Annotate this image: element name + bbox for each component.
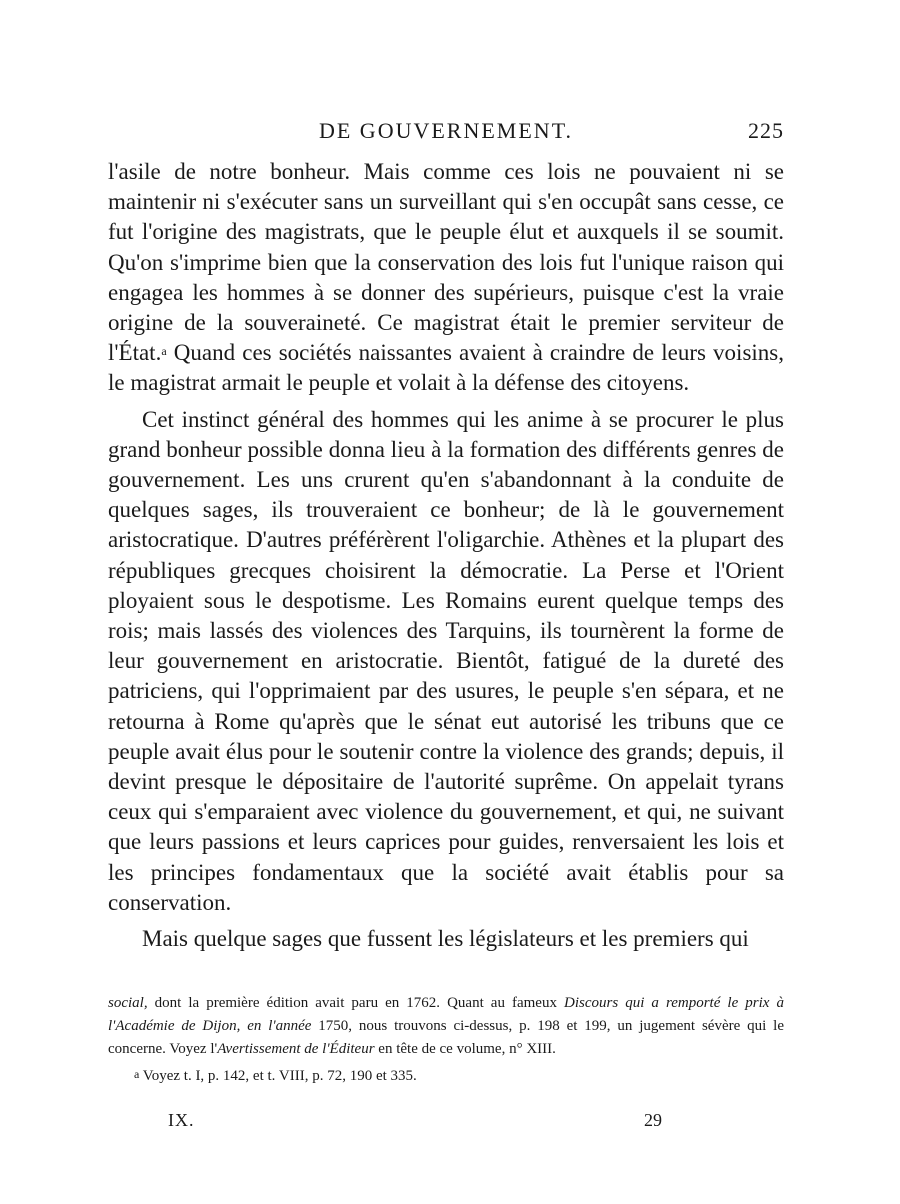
footnotes (108, 992, 784, 1088)
paragraph-1 (108, 157, 784, 399)
printer-signature (108, 1110, 784, 1138)
paragraph-3: Mais quelque sages que fussent les législateurs et les premiers qui (142, 926, 749, 952)
footnote-italic-1: social, (108, 995, 148, 1011)
footnote-a-text: Voyez t. I, p. 142, et t. VIII, p. 72, 190 et 335. (139, 1068, 417, 1084)
running-title: DE GOUVERNEMENT. (318, 118, 573, 143)
footnote-text-1: dont la première édition avait paru en 1762. Quant au fameux (147, 995, 564, 1011)
paragraph-1-text: l'asile de notre bonheur. Mais comme ces lois ne pouvaient ni se maintenir ni s'exécuter sans un surveillant qui s'en occupât sans cesse, ce fut l'origine des magistrats, que le peuple élut et auxquels il se soumit. Qu'on s'imprime bien que la conservation des lois fut l'unique raison qui engagea les hommes à se donner des supérieurs, puisque c'est la vraie origine de la souveraineté. Ce magistrat était le premier serviteur de l'État. (108, 159, 784, 366)
body-text (108, 157, 784, 954)
footnote-a (108, 1065, 784, 1088)
footnote-continuation (108, 992, 784, 1061)
footnote-a-marker: a (134, 1067, 140, 1081)
footnote-italic-3: Avertissement de l'Éditeur (217, 1041, 375, 1057)
volume-mark: IX. (168, 1110, 195, 1130)
paragraph-1-text-continued: Quand ces sociétés naissantes avaient à craindre de leurs voisins, le magistrat armait le peuple et volait à la défense des citoyens. (108, 340, 784, 396)
page-number: 225 (748, 118, 784, 143)
running-head (108, 118, 784, 150)
paragraph-2: Cet instinct général des hommes qui les anime à se procurer le plus grand bonheur possible donna lieu à la formation des différents genres de gouvernement. Les uns crurent qu'en s'abandonnant à la conduite de quelques sages, ils trouveraient ce bonheur; de là le gouvernement aristocratique. D'autres préférèrent l'oligarchie. Athènes et la plupart des républiques grecques choisirent la démocratie. La Perse et l'Orient ployaient sous le despotisme. Les Romains eurent quelque temps des rois; mais lassés des violences des Tarquins, ils tournèrent la forme de leur gouvernement en aristocratie. Bientôt, fatigué de la dureté des patriciens, qui l'opprimaient par des usures, le peuple s'en sépara, et ne retourna à Rome qu'après que le sénat eut autorisé les tribuns que ce peuple avait élus pour le soutenir contre la violence des grands; depuis, il devint presque le dépositaire de l'autorité suprême. On appelait tyrans ceux qui s'emparaient avec violence du gouvernement, et qui, ne suivant que leurs passions et leurs caprices pour guides, renversaient les lois et les principes fondamentaux que la société avait établis pour sa conservation. (108, 406, 784, 915)
footnote-ref-a: a (161, 344, 167, 359)
footnote-text-2: 1750, nous trouvons ci-dessus, p. 198 et 199, un jugement sévère qui le concerne. Voyez l' (108, 1018, 784, 1057)
sheet-mark: 29 (644, 1110, 662, 1130)
footnote-text-3: en tête de ce volume, n° XIII. (374, 1041, 556, 1057)
footnote-italic-2: Discours qui a remporté le prix à l'Académie de Dijon, en l'année (108, 995, 784, 1034)
